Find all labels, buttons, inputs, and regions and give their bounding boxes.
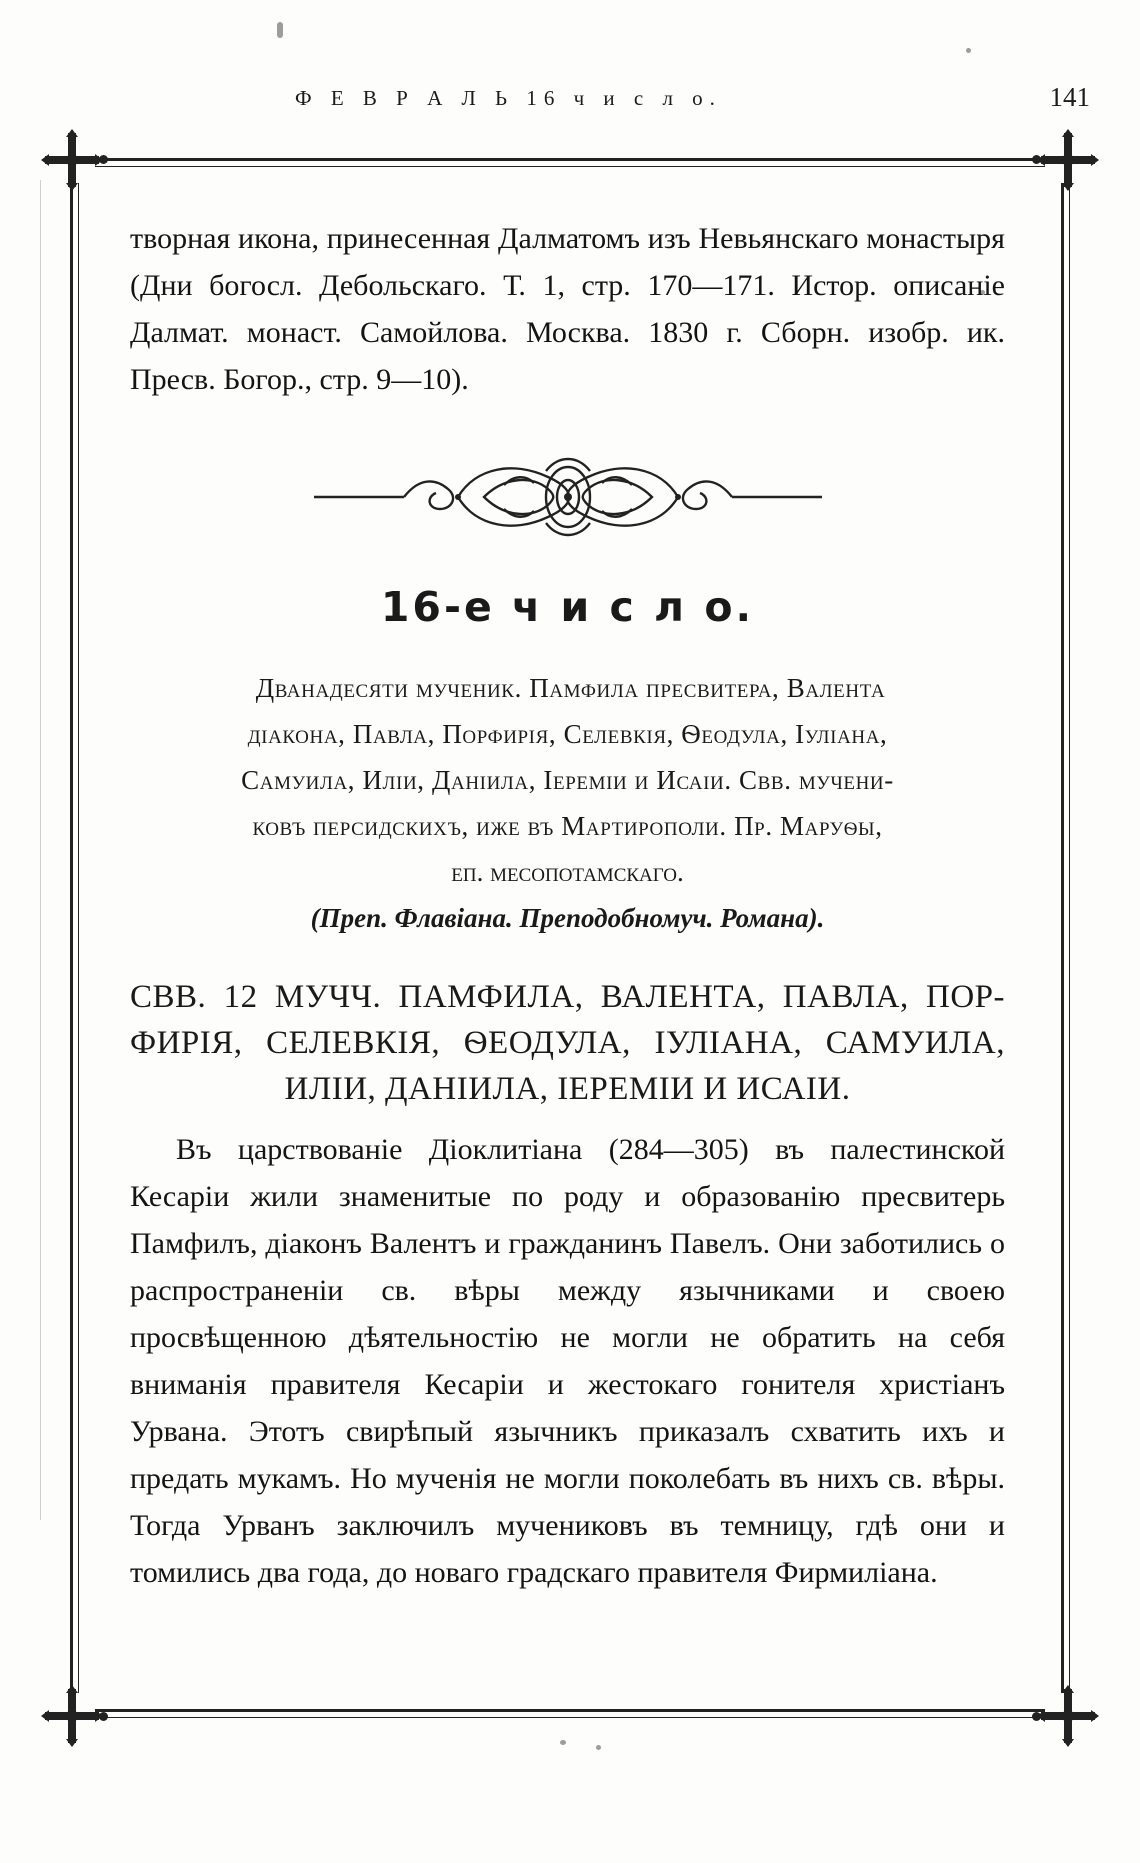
article-title-line-1: СВВ. 12 МУЧЧ. ПАМФИЛА, ВАЛЕНТА, ПАВЛА, ПОР- — [130, 979, 1005, 1015]
scan-speck — [560, 1740, 566, 1745]
commemoration-line-3: Самуила, Иліи, Даніила, Іереміи и Исаіи. Свв. мучени- — [241, 765, 894, 795]
scan-speck — [966, 48, 971, 53]
scan-speck — [277, 22, 283, 38]
article-title-line-3: ИЛІИ, ДАНІИЛА, ІЕРЕМІИ И ИСАІИ. — [284, 1071, 851, 1107]
scan-artifact-line — [40, 180, 41, 1520]
corner-cross-ornament-icon — [1037, 129, 1099, 191]
intro-paragraph: творная икона, принесенная Далматомъ изъ Невьянскаго монастыря (Дни богосл. Дебольскаго. Т. 1, стр. 170—171. Истор. описаніе Далмат. монаст. Самойлова. Москва. 1830 г. Сборн. изобр. ик. Пресв. Богор., стр. 9—10). — [130, 222, 1005, 396]
day-heading: 16-е ч и с л о. — [380, 583, 755, 631]
commemoration-line-4: ковъ персидскихъ, иже въ Мартирополи. Пр. Маруѳы, — [252, 811, 883, 841]
frame-rule-top — [95, 158, 1045, 167]
article-title — [130, 974, 1005, 1112]
commemoration-parenthetical: (Преп. Флавіана. Преподобномуч. Романа). — [310, 903, 825, 933]
text-column — [130, 215, 1005, 1596]
page-number: 141 — [1049, 82, 1090, 112]
article-title-line-2: ФИРІЯ, СЕЛЕВКІЯ, ѲЕОДУЛА, ІУЛІАНА, САМУИЛА, — [130, 1025, 1005, 1061]
frame-rule-left — [70, 183, 79, 1693]
corner-cross-ornament-icon — [41, 1685, 103, 1747]
floral-ornament-icon — [308, 449, 828, 545]
corner-cross-ornament-icon — [41, 129, 103, 191]
commemoration-line-5: еп. месопотамскаго. — [451, 857, 684, 887]
section-ornament — [130, 447, 1005, 547]
frame-rule-bottom — [95, 1709, 1045, 1718]
running-head — [0, 82, 1140, 116]
commemoration-line-1: Дванадесяти мученик. Памфила пресвитера, Валента — [255, 673, 886, 703]
corner-cross-ornament-icon — [1037, 1685, 1099, 1747]
article-body-paragraph: Въ царствованіе Діоклитіана (284—305) въ палестинской Кесаріи жили знаменитые по роду и образованію пресвитерь Памфилъ, діаконъ Валентъ и гражданинъ Павелъ. Они заботились о распространеніи св. вѣры между язычниками и своею просвѣщенною дѣятельностію не могли не обратить на себя вниманія правителя Кесаріи и жестокаго гонителя христіанъ Урвана. Этотъ свирѣпый язычникъ приказалъ схватить ихъ и предать мукамъ. Но мученія не могли поколебать въ нихъ св. вѣры. Тогда Урванъ заключилъ мучениковъ въ темницу, гдѣ они и томились два года, до новаго градскаго правителя Фирмиліана. — [130, 1133, 1005, 1589]
scan-speck — [596, 1745, 601, 1750]
commemoration-line-2: діакона, Павла, Порфирія, Селевкія, Ѳеодула, Іуліана, — [247, 719, 888, 749]
frame-rule-right — [1061, 183, 1070, 1693]
running-head-title: Ф Е В Р А Л Ь 16 ч и с л о. — [295, 86, 722, 110]
